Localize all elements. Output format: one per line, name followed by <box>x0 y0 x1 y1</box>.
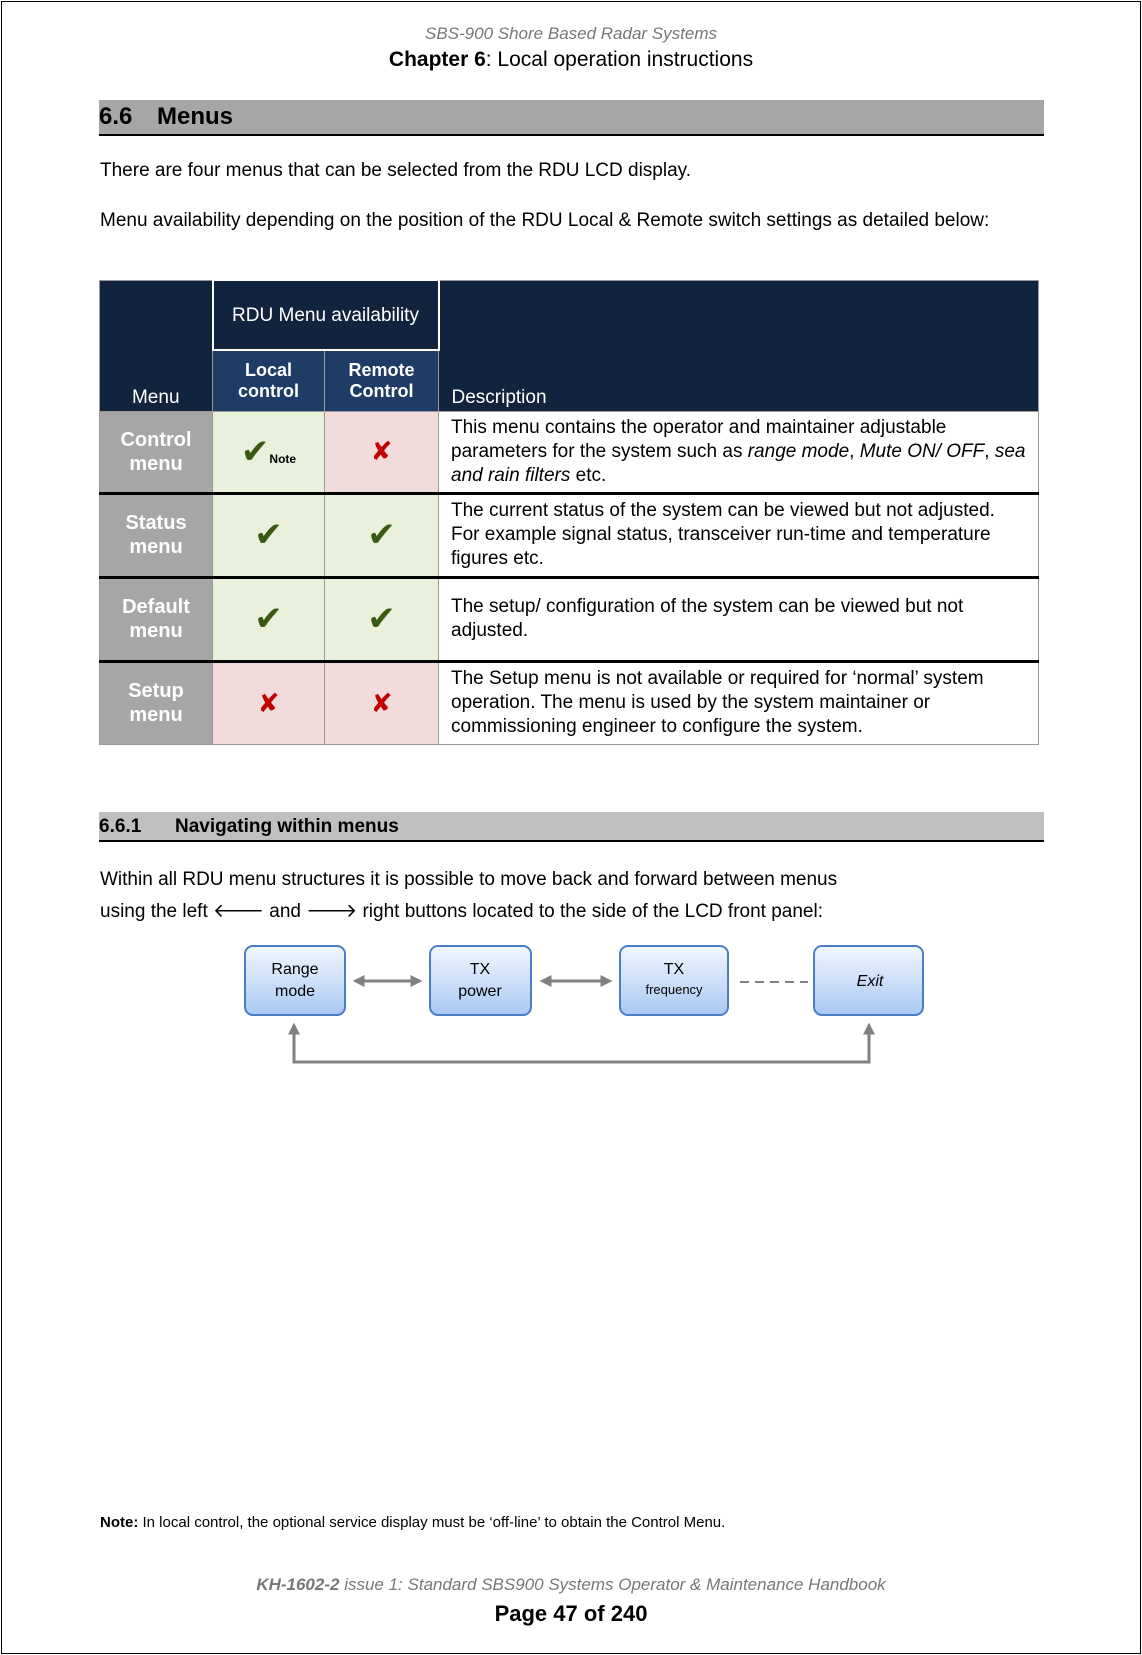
tx-frequency-box <box>620 946 728 1015</box>
col-header-local: Local control <box>213 350 325 411</box>
desc-text: This menu contains the operator and maintainer adjustable parameters for the system such as <box>451 416 947 462</box>
check-icon: ✔ <box>254 600 283 638</box>
desc-italic: range mode <box>747 440 850 462</box>
subsection-title: Navigating within menus <box>175 816 399 837</box>
menu-name-cell: Setup menu <box>100 661 213 744</box>
range-mode-box <box>245 946 345 1015</box>
col-header-menu: Menu <box>100 280 213 411</box>
desc-italic: Mute ON/ OFF <box>859 440 985 462</box>
tx-power-label-2: power <box>458 983 502 1000</box>
intro-paragraph-1: There are four menus that can be selected from the RDU LCD display. <box>100 160 692 181</box>
section-title: Menus <box>157 103 234 130</box>
range-mode-label-1: Range <box>271 961 319 978</box>
range-mode-label-2: mode <box>274 983 316 1000</box>
intro-paragraph-2: Menu availability depending on the position of the RDU Local & Remote switch settings as detailed below: <box>100 210 990 231</box>
check-icon: ✔ <box>254 516 283 554</box>
tx-frequency-label-1: TX <box>663 961 685 978</box>
desc-text: etc. <box>570 464 607 486</box>
exit-label: Exit <box>856 973 884 990</box>
check-icon: ✔ <box>240 432 270 471</box>
nav-text: right buttons located to the side of the LCD front panel: <box>357 901 823 922</box>
right-arrow-icon: 🡒 <box>306 901 358 922</box>
tx-frequency-label-2: frequency <box>645 982 703 997</box>
doc-title: issue 1: Standard SBS900 Systems Operator & Maintenance Handbook <box>339 1575 886 1594</box>
chapter-label: Chapter 6 <box>388 48 486 71</box>
desc-italic: sea and rain filters <box>451 440 1026 486</box>
header-subtitle: SBS-900 Shore Based Radar Systems <box>425 24 717 43</box>
menu-name-cell: Status menu <box>100 493 213 577</box>
col-header-remote: Remote Control <box>325 350 439 411</box>
description-cell: The Setup menu is not available or required for ‘normal’ system operation. The menu is used by the system maintainer or commissioning engineer to configure the system. <box>439 661 1039 744</box>
description-cell: The setup/ configuration of the system can be viewed but not adjusted. <box>439 577 1039 661</box>
desc-text: , <box>849 440 860 462</box>
return-loop-arrow <box>294 1025 869 1062</box>
menu-name-cell: Control menu <box>100 411 213 493</box>
note-tag: Note <box>269 451 297 466</box>
cross-icon: ✘ <box>257 687 280 718</box>
subsection-number: 6.6.1 <box>99 816 142 837</box>
nav-text: using the left <box>100 901 214 922</box>
tx-power-label-1: TX <box>469 961 491 978</box>
chapter-title: : Local operation instructions <box>485 48 754 71</box>
section-number: 6.6 <box>99 103 133 130</box>
menu-name-cell: Default menu <box>100 577 213 661</box>
col-header-availability: RDU Menu availability <box>213 280 439 350</box>
note-text: In local control, the optional service display must be ‘off-line’ to obtain the Control Menu. <box>138 1514 726 1531</box>
desc-text: , <box>984 440 995 462</box>
cross-icon: ✘ <box>370 436 393 466</box>
nav-paragraph-line-1: Within all RDU menu structures it is possible to move back and forward between menus <box>100 869 838 890</box>
footer-document-title <box>0 1575 1142 1595</box>
cross-icon: ✘ <box>370 687 393 718</box>
footnote <box>100 1514 725 1531</box>
note-label: Note: <box>100 1514 139 1531</box>
doc-id: KH-1602-2 <box>256 1575 340 1594</box>
nav-text: and <box>263 901 307 922</box>
col-header-description: Description <box>439 280 1039 411</box>
page-number: Page 47 of 240 <box>494 1601 648 1626</box>
description-cell: The current status of the system can be viewed but not adjusted. For example signal status, transceiver run-time and temperature figures etc. <box>439 493 1039 577</box>
tx-power-box <box>430 946 531 1015</box>
check-icon: ✔ <box>367 600 396 638</box>
check-icon: ✔ <box>367 516 396 554</box>
left-arrow-icon: 🡐 <box>213 901 264 922</box>
